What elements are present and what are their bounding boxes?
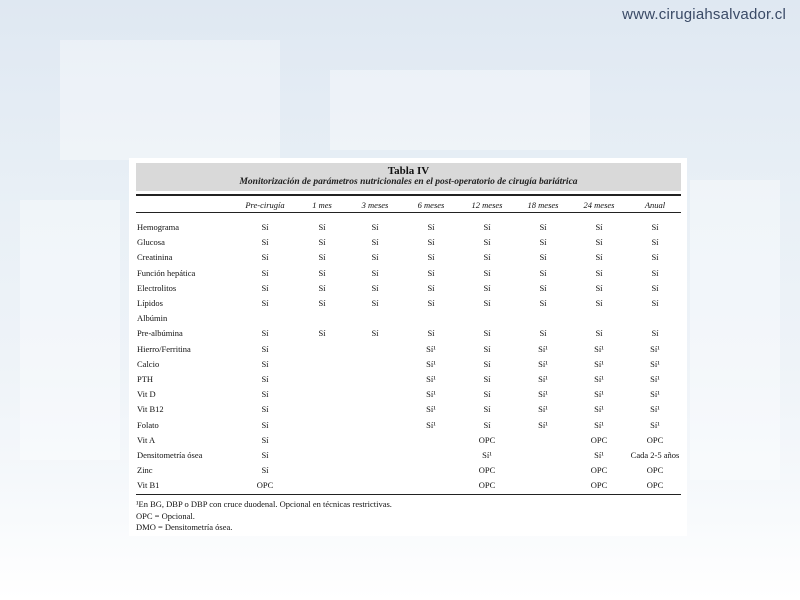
table-cell [299,357,345,372]
table-cell: Sí [539,328,547,339]
table-cell [299,433,345,448]
table-row [136,387,681,402]
table-cell [345,402,405,417]
table-cell: Sí¹ [594,343,604,354]
table-cell [405,433,457,448]
table-cell: Sí¹ [538,404,548,415]
table-cell: Sí [427,282,435,293]
row-label: Vit A [137,434,156,445]
row-label: Hierro/Ferritina [137,343,191,354]
footnote: DMO = Densitometría ósea. [136,522,233,532]
table-cell [517,311,569,326]
row-label: Electrolitos [137,282,177,293]
table-cell [405,311,457,326]
table-cell [299,417,345,432]
table-cell: Sí¹ [594,404,604,415]
column-header: Pre-cirugía [245,199,285,210]
table-cell: OPC [646,480,664,491]
column-header: 6 meses [417,199,445,210]
row-label: Hemograma [137,222,180,233]
table-cell [299,342,345,357]
column-header: 18 meses [527,199,559,210]
row-label: Folato [137,419,159,430]
table-cell: Sí [318,298,326,309]
table-cell: Sí [483,358,491,369]
background-decoration [330,70,590,150]
table-cell: Sí [595,237,603,248]
table-cell: Sí [371,328,379,339]
table-cell: Sí¹ [538,419,548,430]
table-header-row [136,197,681,212]
table-cell [517,463,569,478]
table-header [136,163,681,191]
table-cell: Sí [371,252,379,263]
table-cell: Sí [318,252,326,263]
table-cell: Sí¹ [594,389,604,400]
footnote: ¹En BG, DBP o DBP con cruce duodenal. Opcional en técnicas restrictivas. [136,499,392,509]
table-cell: Sí [261,328,269,339]
table-cell [345,372,405,387]
table-cell [569,311,629,326]
table-cell: OPC [590,434,608,445]
table-cell: Sí [483,373,491,384]
table-cell: Sí [595,222,603,233]
table-cell: Sí [483,298,491,309]
row-label: Albúmin [137,313,168,324]
table-cell: Cada 2-5 años [630,449,680,460]
table-cell: Sí [261,267,269,278]
table-cell: Sí [483,282,491,293]
table-row [136,417,681,432]
table-cell: Sí [483,343,491,354]
column-header: 12 meses [471,199,503,210]
column-header: 1 mes [312,199,332,210]
table-cell [299,311,345,326]
table-cell: OPC [256,480,274,491]
table-cell [345,311,405,326]
table-cell: Sí¹ [538,358,548,369]
monitoring-table [136,197,681,493]
table-cell: Sí [483,222,491,233]
table-row [136,235,681,250]
table-cell: Sí [318,237,326,248]
table-cell: Sí [483,389,491,400]
table-cell: Sí [427,252,435,263]
table-cell: Sí [539,282,547,293]
table-cell: Sí [261,449,269,460]
table-row [136,266,681,281]
table-cell: Sí [371,282,379,293]
table-cell: Sí [318,282,326,293]
table-cell [405,463,457,478]
row-label: Glucosa [137,237,165,248]
table-row [136,250,681,265]
table-cell: Sí [539,267,547,278]
table-cell [299,402,345,417]
row-label: Pre-albúmina [137,328,183,339]
table-cell [345,387,405,402]
table-row [136,296,681,311]
table-cell: Sí [539,237,547,248]
row-label: Lípidos [137,298,163,309]
row-label: Calcio [137,358,160,369]
table-cell: OPC [478,434,496,445]
row-label: Densitometría ósea [137,449,203,460]
table-cell: Sí [318,222,326,233]
table-cell: Sí [371,267,379,278]
table-cell [345,417,405,432]
table-row [136,220,681,235]
table-row [136,311,681,326]
table-cell: Sí¹ [426,343,436,354]
table-cell [299,478,345,493]
table-cell: Sí [371,298,379,309]
table-cell: Sí [318,267,326,278]
table-cell [629,311,681,326]
table-row [136,357,681,372]
table-cell: Sí [261,373,269,384]
table-cell [345,463,405,478]
table-cell: Sí [261,434,269,445]
table-cell [345,433,405,448]
table-cell: Sí¹ [650,358,660,369]
table-row [136,448,681,463]
table-cell: Sí [261,465,269,476]
column-header: Anual [644,199,666,210]
table-row [136,463,681,478]
table-cell: Sí [261,404,269,415]
table-cell: Sí¹ [426,358,436,369]
row-label: Vit B12 [137,404,164,415]
table-cell [231,311,299,326]
table-cell: Sí¹ [426,404,436,415]
table-cell [345,342,405,357]
table-title: Tabla IV [387,165,430,177]
table-cell: OPC [590,465,608,476]
table-cell: Sí [483,237,491,248]
table-cell: Sí [427,328,435,339]
table-cell [345,448,405,463]
table-cell: Sí [261,389,269,400]
table-cell: Sí [427,298,435,309]
rule-top [136,194,681,196]
table-cell: Sí [371,237,379,248]
table-cell: Sí [651,237,659,248]
table-cell: Sí¹ [650,404,660,415]
table-cell: OPC [590,480,608,491]
table-cell: Sí [427,222,435,233]
table-cell: Sí [427,267,435,278]
table-cell [299,448,345,463]
table-cell: OPC [478,480,496,491]
table-cell [517,478,569,493]
table-cell: Sí [261,282,269,293]
table-footnotes [136,499,681,534]
table-cell [405,448,457,463]
row-label: Vit B1 [137,480,160,491]
table-row [136,326,681,341]
table-cell: Sí¹ [594,449,604,460]
row-label: Zinc [137,465,153,476]
table-cell: Sí¹ [426,419,436,430]
table-cell: Sí¹ [594,373,604,384]
table-cell: Sí¹ [650,419,660,430]
row-label: Función hepática [137,267,196,278]
table-cell: Sí [651,252,659,263]
table-cell: Sí¹ [538,389,548,400]
table-cell: Sí [483,252,491,263]
site-url[interactable]: www.cirugiahsalvador.cl [622,6,786,23]
table-cell: Sí [483,328,491,339]
table-cell: Sí¹ [650,343,660,354]
column-header: 24 meses [583,199,615,210]
table-cell: Sí [483,419,491,430]
table-cell [457,311,517,326]
table-cell: Sí¹ [538,343,548,354]
table-cell: Sí [595,252,603,263]
row-label: Creatinina [137,252,173,263]
table-cell: Sí [427,237,435,248]
table-cell: Sí [595,298,603,309]
background-decoration [60,40,280,160]
table-cell: Sí [318,328,326,339]
table-cell: Sí [261,222,269,233]
table-cell: OPC [478,465,496,476]
table-row [136,281,681,296]
table-cell: Sí¹ [650,373,660,384]
table-cell: Sí [261,419,269,430]
table-cell: Sí [595,282,603,293]
table-cell: Sí¹ [538,373,548,384]
table-cell: Sí [651,298,659,309]
background-decoration [20,200,120,460]
table-cell: Sí [371,222,379,233]
table-cell: Sí¹ [650,389,660,400]
table-row [136,433,681,448]
footnote: OPC = Opcional. [136,510,195,521]
table-cell: Sí [651,222,659,233]
table-cell: Sí [595,328,603,339]
row-label: PTH [137,373,154,384]
table-cell [517,433,569,448]
row-label: Vit D [137,389,156,400]
table-cell: Sí¹ [426,389,436,400]
column-header [136,197,231,212]
table-cell: OPC [646,465,664,476]
table-cell: Sí¹ [482,449,492,460]
table-row [136,342,681,357]
column-header: 3 meses [361,199,389,210]
table-cell: OPC [646,434,664,445]
table-cell: Sí [261,358,269,369]
table-cell: Sí [595,267,603,278]
table-cell: Sí [651,328,659,339]
table-row [136,478,681,493]
table-cell: Sí¹ [426,373,436,384]
table-cell [405,478,457,493]
table-cell: Sí [651,267,659,278]
table-cell: Sí [483,404,491,415]
rule-bottom [136,494,681,495]
table-cell: Sí¹ [594,419,604,430]
table-cell: Sí [261,252,269,263]
table-cell: Sí [261,237,269,248]
table-subtitle: Monitorización de parámetros nutricionales en el post-operatorio de cirugía bariátrica [239,177,578,187]
table-cell: Sí [539,298,547,309]
table-row [136,402,681,417]
table-cell [345,478,405,493]
table-cell: Sí [261,298,269,309]
table-cell [299,372,345,387]
table-cell [299,387,345,402]
table-cell: Sí [261,343,269,354]
table-row [136,372,681,387]
background-decoration [690,180,780,480]
table-cell: Sí [539,252,547,263]
table-cell: Sí¹ [594,358,604,369]
table-cell [517,448,569,463]
table-cell [345,357,405,372]
table-cell: Sí [651,282,659,293]
table-cell [299,463,345,478]
table-cell: Sí [539,222,547,233]
table-cell: Sí [483,267,491,278]
